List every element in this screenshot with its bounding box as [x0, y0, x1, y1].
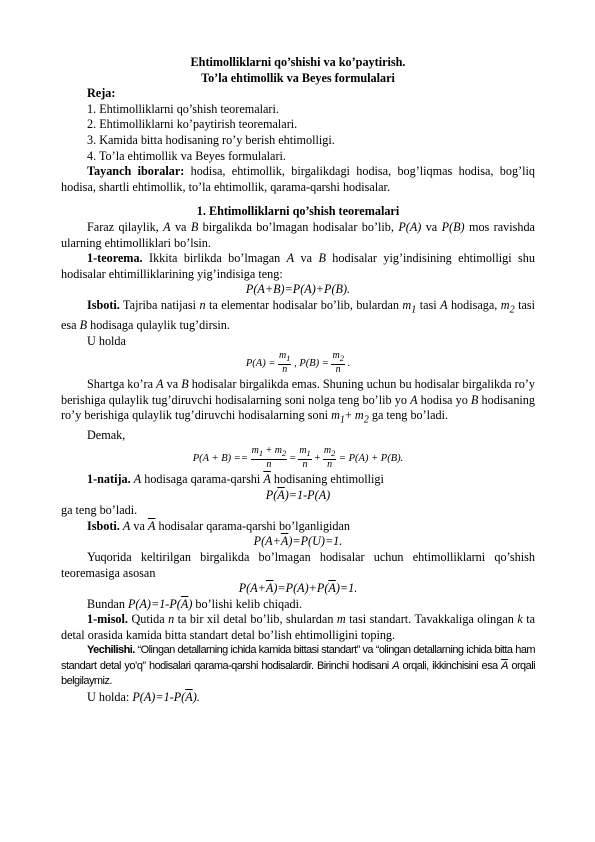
formula-sum: P(A+B)=P(A)+P(B).: [245, 282, 351, 297]
proof-2: Isboti. A va $\overline{A}$ hodisalar qarama-qarshi bo’lganligidan: [87, 518, 351, 533]
plan-heading: Reja:: [87, 86, 116, 101]
formula-probabilities: P(A) = $\frac{m_1}{n}$ , P(B) = $\frac{m_2}{n}$ .: [245, 350, 351, 376]
demak-text: Demak,: [87, 428, 126, 443]
plan-item-2: 2. Ehtimolliklarni ko’paytirish teoremalari.: [87, 117, 298, 132]
corollary-1: 1-natija. A hodisaga qarama-qarshi $\overline{A}$ hodisaning ehtimolligi: [87, 471, 384, 486]
plan-item-3: 3. Kamida bitta hodisaning ro’y berish ehtimolligi.: [87, 132, 335, 147]
example-1: 1-misol. Qutida n ta bir xil detal bo’lib, shulardan m tasi standart. Tavakkaliga olingan k ta detal orasida kamida bitta standart detal bo’lish ehtimolligini toping.: [61, 612, 535, 642]
keywords-paragraph: Tayanch iboralar: hodisa, ehtimollik, birgalikdagi hodisa, bog’liqmas hodisa, bog’liq hodisa, shartli ehtimollik, to’la ehtimollik, qarama-qarshi hodisalar.: [61, 164, 535, 194]
title-line-2: To’la ehtimollik va Beyes formulalari: [201, 70, 395, 85]
formula-complement: $P(\overline{A})=1-P(A)$: [265, 487, 331, 502]
uholda-text: U holda: $P(A)=1-P(\overline{A})$.: [87, 689, 200, 704]
bundan-text: Bundan $P(A)=1-P(\overline{A})$ bo’lishi kelib chiqadi.: [87, 596, 303, 611]
plan-item-4: 4. To’la ehtimollik va Beyes formulalari.: [87, 148, 286, 163]
formula-universe: $P(A+\overline{A})=P(U)=1$.: [253, 534, 343, 549]
proof-paragraph: Isboti. Tajriba natijasi n ta elementar hodisalar bo’lib, bulardan $m_1$ tasi A hodisaga, $m_2$ tasi esa B hodisaga qulaylik tug’dirsin.: [61, 297, 535, 332]
solution-paragraph: Yechilishi. “Olingan detallarning ichida kamida bittasi standart” va “olingan detallarning ichida bitta ham standart detal yo’q” hodisalari qarama-qarshi hodisalardir. Birinchi hodisani A orqali, ikkinchisini esa $\overline{A}$ orqali belgilaymiz.: [61, 644, 535, 688]
theorem-1: 1-teorema. Ikkita birlikda bo’lmagan A va B hodisalar yig’indisining ehtimolligi shu hodisalar ehtimilliklarining yig’indisiga teng:: [61, 251, 535, 281]
then-text: U holda: [87, 333, 126, 348]
section-1-heading: 1. Ehtimolliklarni qo’shish teoremalari: [196, 204, 400, 219]
intro-paragraph: Faraz qilaylik, A va B birgalikda bo’lmagan hodisalar bo’lib, P(A) va P(B) mos ravishda ularning ehtimolliklari bo’lsin.: [61, 219, 535, 250]
teng-text: ga teng bo’ladi.: [61, 503, 138, 518]
yuqorida-paragraph: Yuqorida keltirilgan birgalikda bo’lmagan hodisalar uchun ehtimolliklarni qo’shish teoremasiga asosan: [61, 549, 535, 580]
formula-derivation: P(A + B) == $\frac{m_1 + m_2}{n}$ = $\frac{m_1}{n}$ + $\frac{m_2}{n}$ = P(A) + P(B).: [192, 445, 404, 471]
title-line-1: Ehtimolliklarni qo’shishi va ko’paytirish.: [190, 55, 406, 69]
formula-sum-complement: $P(A+\overline{A})=P(A)+P(\overline{A})=1$.: [238, 581, 358, 596]
shartga-paragraph: Shartga ko’ra A va B hodisalar birgalikda emas. Shuning uchun bu hodisalar birgalikda ro’y berishiga qulaylik tug’diruvchi hodisalarning soni nolga teng bo’lib yo A hodisa yo B hodisaning ro’y berishiga qulaylik tug’diruvchi hodisalarning soni $m_1+ m_2$ ga teng bo’ladi.: [61, 377, 535, 426]
keywords-label: Tayanch iboralar:: [87, 164, 185, 179]
document-page: [61, 55, 535, 705]
plan-item-1: 1. Ehtimolliklarni qo’shish teoremalari.: [87, 101, 279, 116]
